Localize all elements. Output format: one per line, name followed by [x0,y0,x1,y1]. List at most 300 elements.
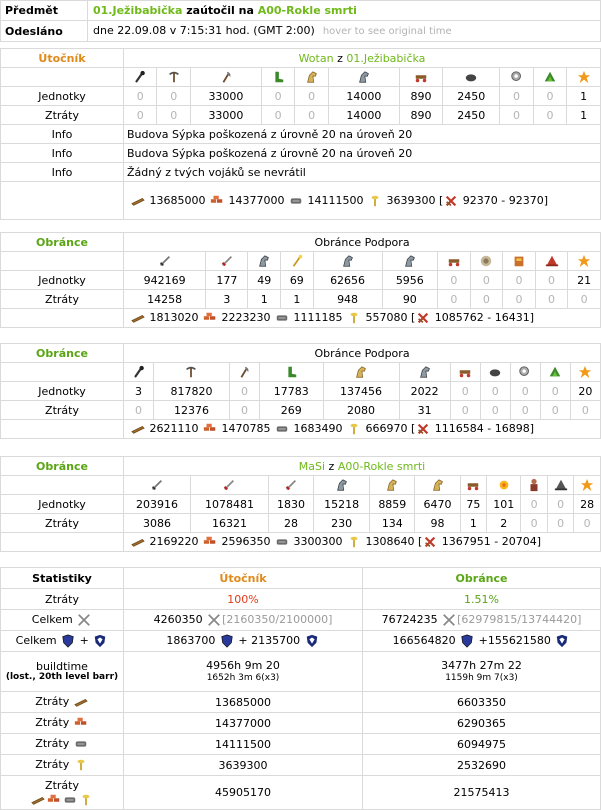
cavalry-shield-icon [304,634,320,648]
loss-count: 1 [248,290,281,309]
stats-row-label: Ztráty [35,716,70,729]
loss-count: 0 [533,106,566,125]
unit-count: 137456 [323,382,399,401]
crop-loss: 1308640 [365,535,415,548]
stats-defender-header: Obránce [363,568,601,589]
wood-icon [30,793,46,807]
defender-units-row [1,271,601,290]
defender-resources-row [1,309,601,328]
clay-icon [46,793,62,807]
stats-row-label-cell [1,776,124,810]
attack-breakdown: [62979815/13744420] [457,613,582,626]
scout-icon [283,365,299,379]
statistics-table [0,567,601,810]
stats-row-label: Ztráty [35,695,70,708]
unit-count: 817820 [154,382,230,401]
loss-count: 0 [438,290,471,309]
empty-cell [1,309,124,328]
attacker-iron-loss: 14111500 [124,734,363,755]
attacker-loss-pct: 100% [124,589,363,610]
theutates-icon [334,478,350,492]
info-row [1,144,601,163]
loss-count: 0 [510,401,540,420]
unit-count: 0 [500,87,533,106]
loss-count: 98 [415,514,460,533]
stats-row-label: Celkem [31,613,73,626]
unit-count: 8859 [370,495,415,514]
unit-count: 21 [568,271,601,290]
praetorian-icon [219,254,235,268]
loss-count: 3 [206,290,248,309]
attacker-resources-row [1,182,601,220]
loss-count: 890 [399,106,442,125]
axe-icon [236,365,252,379]
losses-label: Ztráty [1,514,124,533]
subject-label: Předmět [1,1,88,21]
loss-count: 0 [521,514,547,533]
attacker-crop-loss: 3639300 [124,755,363,776]
clay-icon [202,311,218,325]
attacker-role: Útočník [1,49,124,68]
info-row [1,163,601,182]
settler-icon [542,70,558,84]
unit-count: 177 [206,271,248,290]
unit-count: 62656 [313,271,382,290]
buildtime-sub: 1159h 9m 7(x3) [445,672,518,683]
stats-buildtime-row [1,652,601,692]
defender-total-attack [363,610,601,631]
info-row [1,125,601,144]
senator-icon [511,254,527,268]
defense-cavalry-value: + 2135700 [238,634,301,647]
loss-count: 2 [487,514,521,533]
sent-time[interactable]: dne 22.09.08 v 7:15:31 hod. (GMT 2:00) [93,24,315,37]
hero-xp: 1116584 - 16898 [434,422,530,435]
unit-count: 0 [540,382,570,401]
defender-crop-loss: 2532690 [363,755,601,776]
unit-count: 0 [295,87,328,106]
iron-loss: 1111185 [293,311,343,324]
buildtime-value: 4956h 9m 20 [206,658,280,672]
loss-count: 0 [124,106,157,125]
stats-wood-row [1,692,601,713]
wood-icon [130,194,146,208]
crop-icon [346,311,362,325]
attacker-unit-icons [1,68,601,87]
loss-count: 0 [157,106,190,125]
defender-caption: Obránce Podpora [124,233,601,252]
hero-xp: 92370 - 92370 [462,194,544,207]
units-label: Jednotky [1,271,124,290]
loss-count: 230 [314,514,370,533]
loss-count: 0 [229,401,259,420]
defender-loss-pct: 1.51% [363,589,601,610]
ram-icon [446,254,462,268]
resources-cell: 2169220 2596350 3300300 1308640 [ 1367951 - 20704] [124,533,601,552]
chieftain-icon [526,478,542,492]
unit-count: 890 [399,87,442,106]
unit-count: 0 [157,87,190,106]
attack-breakdown: [2160350/2100000] [222,613,333,626]
trebuchet-icon [496,478,512,492]
losses-label: Ztráty [1,401,124,420]
hero-icon [579,478,595,492]
stats-row-label: buildtime [36,659,88,673]
empty-cell [1,68,124,87]
settler-icon [553,478,569,492]
unit-count: 0 [503,271,536,290]
loss-count: 1 [567,106,601,125]
loss-count: 2450 [443,106,500,125]
spear-icon [183,365,199,379]
loss-count: 14000 [328,106,399,125]
swordsman-icon [221,478,237,492]
defender-units-row [1,495,601,514]
unit-count: 203916 [124,495,191,514]
defender-losses-row [1,514,601,533]
clay-loss: 2223230 [221,311,271,324]
target-village-link[interactable]: A00-Rokle smrti [257,4,357,17]
iron-loss: 3300300 [293,535,343,548]
unit-count: 0 [535,271,568,290]
stats-row-label-cell [1,631,124,652]
defender-village-link[interactable]: A00-Rokle smrti [337,459,426,473]
attacker-total-loss: 45905170 [124,776,363,810]
stats-row-label: Ztráty [45,778,79,792]
infantry-shield-icon [219,634,235,648]
defender-role: Obránce [1,344,124,363]
defender-report-1 [0,232,601,328]
unit-count: 49 [248,271,281,290]
attacker-report [0,48,601,220]
wood-loss: 2621110 [149,422,199,435]
stats-row-label-cell [1,755,124,776]
equites-icon [402,254,418,268]
crop-loss: 3639300 [386,194,436,207]
empty-cell [1,533,124,552]
unit-count: 0 [470,271,503,290]
unit-count: 0 [450,382,480,401]
hero-xp-icon [443,194,459,208]
sent-value [88,21,601,42]
plus-sign: + [79,634,89,647]
loss-count: 0 [540,401,570,420]
wood-loss: 1813020 [149,311,199,324]
unit-count: 0 [547,495,573,514]
stats-row-label-cell [1,652,124,692]
empty-cell [1,420,124,439]
defender-total-defense [363,631,601,652]
attacker-units-row [1,87,601,106]
stats-total-attack-row [1,610,601,631]
unit-count: 2450 [443,87,500,106]
boot-icon [270,70,286,84]
defender-unit-icons [1,476,601,495]
chief-icon [517,365,533,379]
ram-icon [465,478,481,492]
loss-count: 14258 [124,290,206,309]
defender-player-link[interactable]: MaSi [298,459,326,473]
defense-cavalry-value: +155621580 [478,634,551,647]
iron-icon [73,737,89,751]
defender-buildtime [363,652,601,692]
unit-count: 0 [521,495,547,514]
unit-count: 75 [460,495,486,514]
loss-count: 31 [399,401,450,420]
attack-value: 76724235 [381,613,438,626]
clay-loss: 1470785 [221,422,271,435]
crop-icon [73,758,89,772]
loss-count: 0 [568,290,601,309]
ram-icon [413,70,429,84]
defender-iron-loss: 6094975 [363,734,601,755]
phalanx-icon [149,478,165,492]
loss-count: 2080 [323,401,399,420]
unit-count: 15218 [314,495,370,514]
stats-row-label-cell [1,713,124,734]
settler-icon [547,365,563,379]
clay-icon [202,535,218,549]
empty-cell [1,182,124,220]
stats-loss-pct-row [1,589,601,610]
unit-count: 0 [124,87,157,106]
unit-count: 69 [281,271,314,290]
unit-count: 3 [124,382,154,401]
hero-icon [576,254,592,268]
defender-unit-icons [1,252,601,271]
infantry-shield-icon [459,634,475,648]
info-text: Budova Sýpka poškozená z úrovně 20 na úroveň 20 [124,144,601,163]
loss-count: 1 [460,514,486,533]
subject-verb: zaútočil na [182,4,258,17]
resources-cell: 13685000 14377000 14111500 3639300 [ 92370 - 92370] [124,182,601,220]
horse-icon [304,70,320,84]
unit-count: 1830 [268,495,313,514]
loss-count: 28 [268,514,313,533]
unit-count: 0 [438,271,471,290]
empty-cell [1,252,124,271]
defender-role: Obránce [1,233,124,252]
haeduan-icon [430,478,446,492]
unit-count: 2022 [399,382,450,401]
unit-count: 33000 [190,87,261,106]
cavalry-shield-icon [554,634,570,648]
buildtime-sub: 1652h 3m 6(x3) [206,672,280,683]
message-header [0,0,601,42]
unit-count: 1078481 [191,495,269,514]
stats-row-label: Celkem [15,634,57,647]
equites-caesaris-icon [340,254,356,268]
stats-total-defense-row [1,631,601,652]
subject-value [88,1,601,21]
stats-crop-row [1,755,601,776]
wood-loss: 2169220 [149,535,199,548]
ram-icon [457,365,473,379]
attacker-player-line [124,49,601,68]
attacker-village-link2[interactable]: 01.Ježibabička [346,51,426,65]
defender-clay-loss: 6290365 [363,713,601,734]
catapult-icon [478,254,494,268]
knight-icon [356,70,372,84]
attacker-player-link[interactable]: Wotan [298,51,334,65]
resources-cell: 2621110 1470785 1683490 666970 [ 1116584 - 16898] [124,420,601,439]
iron-loss: 14111500 [307,194,364,207]
loss-count: 0 [574,514,601,533]
loss-count: 1 [281,290,314,309]
attacker-total-attack [124,610,363,631]
hero-icon [576,70,592,84]
unit-count: 0 [229,382,259,401]
loss-count: 0 [500,106,533,125]
units-label: Jednotky [1,87,124,106]
catapult-icon [487,365,503,379]
loss-count: 0 [547,514,573,533]
crossed-swords-icon [441,613,457,627]
club-icon [131,365,147,379]
defender-report-3 [0,456,601,552]
original-time-hint: hover to see original time [322,26,452,37]
clay-icon [73,716,89,730]
wood-icon [130,422,146,436]
stats-title: Statistiky [1,568,124,589]
units-label: Jednotky [1,382,124,401]
iron-icon [62,793,78,807]
loss-count: 0 [470,290,503,309]
resources-cell: 1813020 2223230 1111185 557080 [ 1085762 - 16431] [124,309,601,328]
unit-count: 6470 [415,495,460,514]
unit-count: 0 [480,382,510,401]
stats-row-sublabel: (lost., 20th level barr) [5,671,119,682]
defender-losses-row [1,401,601,420]
defender-from: z [325,459,338,473]
hero-xp: 1085762 - 16431 [434,311,530,324]
hero-xp-icon [415,422,431,436]
iron-icon [288,194,304,208]
crop-icon [367,194,383,208]
attack-value: 4260350 [153,613,203,626]
attacker-total-defense [124,631,363,652]
druidrider-icon [384,478,400,492]
iron-icon [274,311,290,325]
crop-icon [78,793,94,807]
clay-icon [202,422,218,436]
cavalry-shield-icon [92,634,108,648]
loss-count: 0 [480,401,510,420]
wood-icon [130,535,146,549]
chief-icon [509,70,525,84]
loss-count: 16321 [191,514,269,533]
stats-row-label: Ztráty [1,589,124,610]
info-label: Info [1,125,124,144]
attacker-buildtime [124,652,363,692]
stats-row-label-cell [1,734,124,755]
attacker-clay-loss: 14377000 [124,713,363,734]
unit-count: 20 [570,382,600,401]
crossed-swords-icon [206,613,222,627]
loss-count: 0 [295,106,328,125]
crop-loss: 557080 [365,311,408,324]
stats-row-label: Ztráty [35,758,70,771]
stats-attacker-header: Útočník [124,568,363,589]
wood-icon [73,695,89,709]
club-icon [132,70,148,84]
defense-infantry-value: 1863700 [166,634,216,647]
unit-count: 0 [510,382,540,401]
crop-loss: 666970 [365,422,408,435]
stats-row-label-cell [1,692,124,713]
crop-icon [346,535,362,549]
hero-xp-icon [422,535,438,549]
unit-count: 17783 [259,382,323,401]
unit-count: 1 [567,87,601,106]
defender-report-2 [0,343,601,439]
crossed-swords-icon [76,613,92,627]
loss-count: 269 [259,401,323,420]
wood-loss: 13685000 [149,194,206,207]
loss-count: 12376 [154,401,230,420]
iron-icon [274,422,290,436]
clay-loss: 14377000 [228,194,285,207]
axe-icon [166,70,182,84]
loss-count: 0 [503,290,536,309]
unit-count: 0 [261,87,294,106]
defender-wood-loss: 6603350 [363,692,601,713]
legionnaire-icon [157,254,173,268]
stats-clay-row [1,713,601,734]
iron-icon [274,535,290,549]
loss-count: 90 [382,290,438,309]
catapult-icon [463,70,479,84]
hero-icon [577,365,593,379]
units-label: Jednotky [1,495,124,514]
unit-count: 5956 [382,271,438,290]
defender-units-row [1,382,601,401]
attacker-village-link[interactable]: 01.Ježibabička [93,4,183,17]
empty-cell [1,363,124,382]
loss-count: 0 [124,401,154,420]
defender-resources-row [1,420,601,439]
settler-icon [544,254,560,268]
wood-icon [130,311,146,325]
attacker-wood-loss: 13685000 [124,692,363,713]
defender-role: Obránce [1,457,124,476]
buildtime-value: 3477h 27m 22 [441,658,522,672]
clay-loss: 2596350 [221,535,271,548]
paladin-icon [353,365,369,379]
equites-imperatoris-icon [289,254,305,268]
hero-xp: 1367951 - 20704 [441,535,537,548]
info-label: Info [1,163,124,182]
info-text: Žádný z tvých vojáků se nevrátil [124,163,601,182]
teuton-knight-icon [417,365,433,379]
info-label: Info [1,144,124,163]
loss-count: 33000 [190,106,261,125]
equites-legati-icon [256,254,272,268]
battleaxe-icon [218,70,234,84]
pathfinder-icon [283,478,299,492]
defender-player-line [124,457,601,476]
defender-losses-row [1,290,601,309]
clay-icon [209,194,225,208]
attacker-from: z [333,51,347,65]
hero-xp-icon [415,311,431,325]
defender-total-loss: 21575413 [363,776,601,810]
stats-all-resources-row [1,776,601,810]
unit-count: 28 [574,495,601,514]
stats-iron-row [1,734,601,755]
iron-loss: 1683490 [293,422,343,435]
infantry-shield-icon [60,634,76,648]
